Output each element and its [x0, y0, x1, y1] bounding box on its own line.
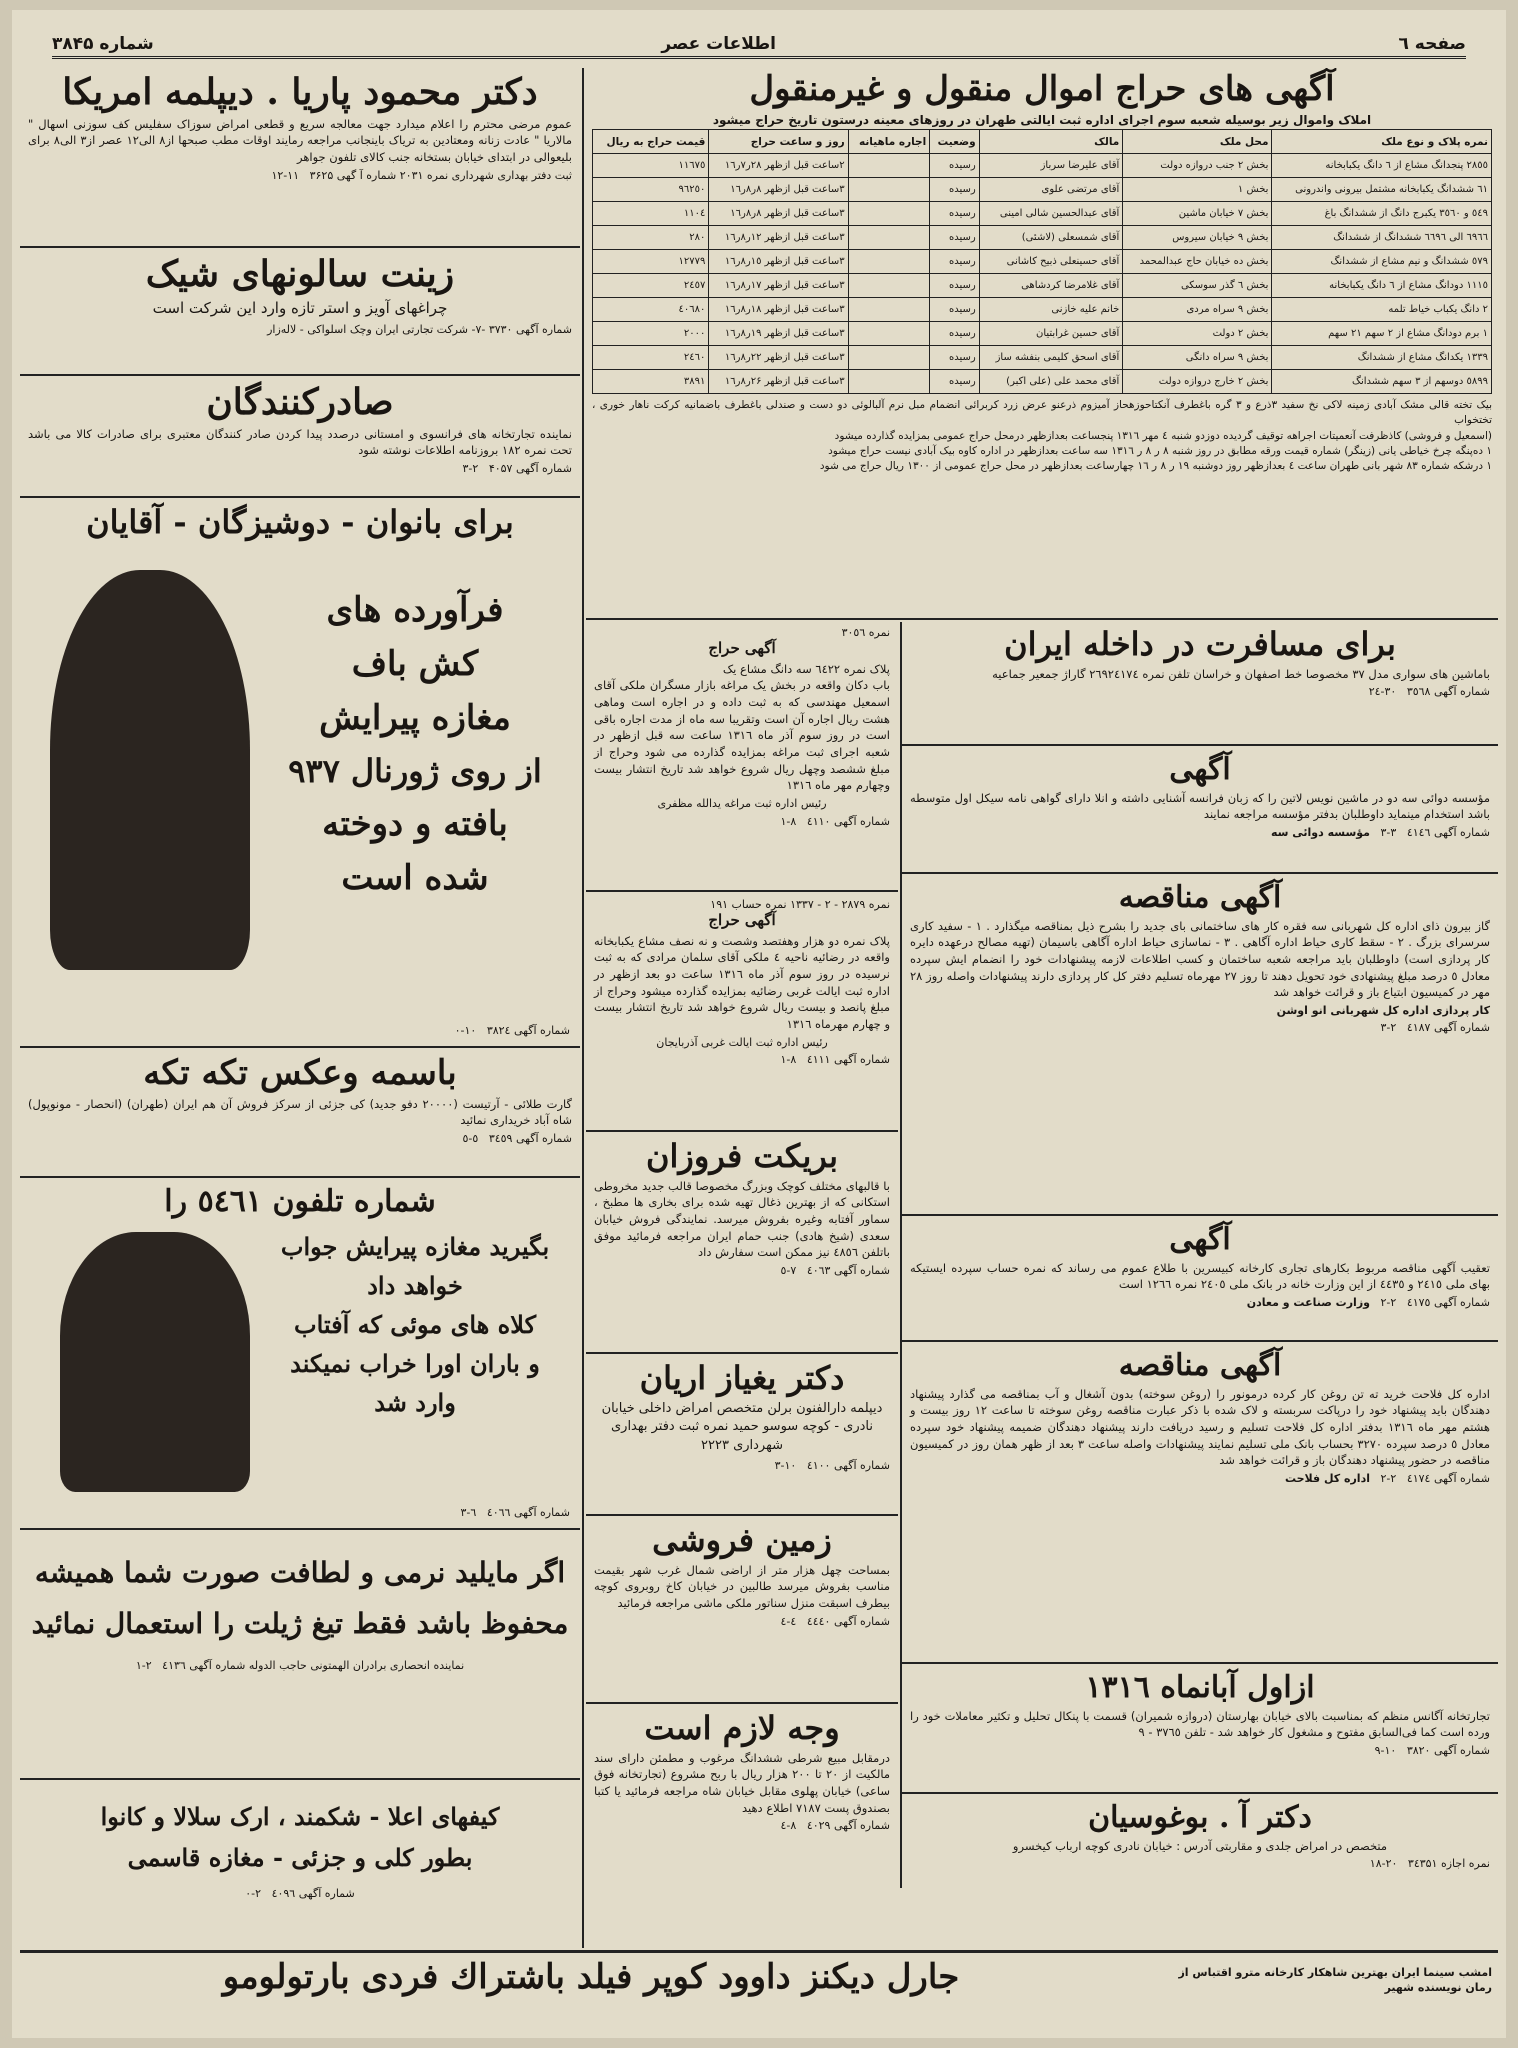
auction-note: (اسمعیل و فروشی) کاذظرفت آنعمیتات اجراهه توقیف گردیده دوزدو شنبه ٤ مهر ۱۳۱٦ پنجساعت بعدازظهر درمحل حراج عمومی بمزایده گذارده میشود: [834, 429, 1492, 442]
table-row: [593, 154, 1492, 178]
ad-ref: شماره آگهی ۴۰۵۷: [488, 462, 572, 476]
auction-col-header: روز و ساعت حراج: [709, 130, 848, 154]
table-cell: [848, 346, 930, 370]
ad-body: باب دکان واقعه در بخش یک مراغه بازار مسگران ملکی آقای اسمعیل مهندسی که به ثبت داده و در اجاره است وماهی هشت ریال اجاره آن است وتقریبا سه ماه از مدت اجاره باقی است در روز سوم آذر ماه ۱۳۱٦ ساعت سه قبل ازظهر در شعبه اجرای ثبت مراغه بمزایده گذارده می شود وحراج از مبلغ ششصد وچهل ریال شروع خواهد شد تاریخ انتشار بیست وچهارم مهر ماه ۱۳۱٦: [594, 678, 890, 793]
table-cell: ۲۸٥٥ پنجدانگ مشاع از ٦ دانگ یکبابخانه: [1272, 154, 1492, 178]
table-cell: رسیده: [930, 322, 979, 346]
table-cell: رسیده: [930, 202, 979, 226]
ad-title: زمین فروشی: [652, 1521, 832, 1559]
auction-table: [592, 129, 1492, 394]
ad-sign: وزارت صناعت و معادن: [1246, 1295, 1370, 1309]
line: مغازه پیرایش: [319, 698, 511, 738]
table-cell: آقای محمد علی (علی اکبر): [979, 370, 1123, 394]
ad-dr-mahmood: [20, 68, 580, 248]
table-cell: ۱۱۰٤: [593, 202, 709, 226]
table-cell: ٥۷۹ ششدانگ و نیم مشاع از ششدانگ: [1272, 250, 1492, 274]
ad-ref: شماره آگهی ٤۱۱۰: [806, 814, 890, 828]
line: کش باف: [351, 644, 479, 684]
ad-ref: شماره آگهی ٤١٧٥: [1406, 1295, 1490, 1309]
right-column: [902, 622, 1498, 1888]
ad-gillette: [20, 1532, 580, 1780]
table-cell: بخش ۹ سراه دانگی: [1123, 346, 1272, 370]
ad-title: برای بانوان - دوشیزگان - آقایان: [86, 503, 514, 541]
ad-ref: شماره آگهی ٤٠٦٦: [486, 1505, 570, 1519]
cinema-banner: [20, 1950, 1498, 2023]
ad-title: آگهی: [1169, 1222, 1231, 1257]
table-cell: رسیده: [930, 178, 979, 202]
auction-title: آگهی های حراج اموال منقول و غیرمنقول: [749, 69, 1335, 109]
table-cell: ۱ برم دودانگ مشاع از ۲ سهم ۲۱ سهم: [1272, 322, 1492, 346]
table-row: [593, 250, 1492, 274]
ad-body: گاز بیرون ذای اداره کل شهربانی سه فقره کار های ساختمانی بای جدید را بشرح ذیل بمناقصه میگذارد . ۱ - سفید کاری سرسرای بزرگ . ۲ - سقط کاری حیاط اداره آگاهی . ۳ - نماسازی حیاط اداره آگاهی باسیمان (تهیه مصالح درعهده دایره کار پردازی است) داوطلبان باید مراجعه شعبه ساختمان و کسب اطلاعات لازمه پیشنهادات خود را انضمام ایش سپرده معادل ٥ درصد مبلغ پیشنهادی خود تحویل دهند تا روز ۲۷ مهرماه تسلیم دفتر کل کار پردازی دارند پیشنهادات واصله روز ۲۸ مهر در کمیسیون ابتیاع باز و قرائت خواهد شد: [910, 918, 1491, 1000]
ad-sign: مؤسسه دوائی سه: [1270, 825, 1370, 839]
table-cell: بخش ۷ خیابان ماشین: [1123, 202, 1272, 226]
ad-body: اداره کل فلاحت خرید ته تن روغن کار کرده درمونور را (روغن سوخته) بدون آشغال و آب بمناقصه می گذارد پیشنهاد دهندگان باید پیشنهاد خود را درپاکت سربسته و لاک شده با ذکر عبارت مناقصه روغن سوخته تا ساعت ۱۲ روز بیست و هشتم مهر ماه ۱۳۱٦ بدفتر اداره کل فلاحت تسلیم و رسید دریافت دارند پیشنهاد دهندگان ضمیمه پیشنهاد خود سپرده معادل ٥ درصد سپرده ۳۲۷۰ بحساب بانک ملی تسلیم نمایند پیشنهادات واصله ساعت ۳ بعد از ظهر همان روز در کمیسیون مناقصه در حضور پیشنهاد دهندگان باز و قرائت خواهد شد: [910, 1386, 1490, 1468]
models-photo: [50, 570, 250, 970]
banner-small-text: امشب سینما ایران بهترین شاهکار کارخانه مترو اقتباس از رمان نویسنده شهیر: [1178, 1966, 1492, 1995]
ad-code: ۸-٤: [780, 1819, 797, 1833]
ad-body: مؤسسه دوائی سه دو در ماشین نویس لاتین را که زبان فرانسه آشنایی داشته و انلا دارای گواهی نامه سیکل اول متوسطه باشد استخدام مینماید داوطلبان بدفتر مؤسسه مراجعه نمایند: [910, 790, 1490, 822]
ad-number: نمره ۲۸۷۹ - ۲ - ۱۳۳۷ نمره حساب ۱۹۱: [710, 898, 890, 911]
auction-col-header: نمره پلاک و نوع ملک: [1272, 130, 1492, 154]
ad-prints: [20, 1050, 580, 1178]
table-cell: بخش ۹ خیابان سیروس: [1123, 226, 1272, 250]
ad-sign: رئیس اداره ثبت ایالت غربی آذربایجان: [656, 1035, 828, 1049]
ad-ref: شماره آگهی ٤۱۰۰: [806, 1459, 890, 1473]
table-cell: ۲ دانگ یکباب خیاط تلمه: [1272, 298, 1492, 322]
table-cell: ۲٤٥۷: [593, 274, 709, 298]
page-header: [52, 34, 1466, 59]
ad-code: ٤-٤: [780, 1614, 797, 1628]
ad-code: ۱۰-۰: [454, 1023, 477, 1037]
ad-title: آگهی: [1169, 752, 1231, 787]
ad-code: ۳-۳: [1380, 825, 1397, 839]
ad-body: گارت طلائی - آرتیست (۲۰۰۰۰ دفو جدید) کی جزئی از سرکز فروش آن هم ایران (طهران) (انحصار - مونوپول) شاه آباد خریداری نمائید: [28, 1096, 572, 1128]
ad-code: ۷-٥: [780, 1263, 797, 1277]
ad-body: درمقابل مبیع شرطی ششدانگ مرغوب و مطمئن دارای سند مالکیت از ۲۰ تا ۲۰۰ هزار ریال با ربح مشروع (تجارتخانه فوق ساعی) خیابان پهلوی مقابل خیابان شاه مراجعه فرمائید یا کتبا بصندوق پست ۷۱۸۷ اطلاع دهید: [594, 1750, 890, 1815]
ad-title: زینت سالونهای شیک: [145, 253, 455, 295]
table-cell: ۳ساعت قبل ازظهر ۲۶ر۸ر۱٦: [709, 370, 848, 394]
line: بگیرید مغازه پیرایش جواب: [280, 1232, 550, 1261]
line: بافته و دوخته: [322, 804, 508, 844]
auction-col-header: اجاره ماهیانه: [848, 130, 930, 154]
ad-plate: پلاک نمره ٦٤۲۲ سه دانگ مشاع یک: [722, 661, 890, 676]
auction-col-header: وضعیت: [930, 130, 979, 154]
ad-ref: شماره آگهی ٤۱۸۷: [1406, 1021, 1490, 1035]
auction-note: ۱ درشکه شماره ۸۳ شهر بانی طهران ساعت ٤ بعدازظهر روز دوشنبه ۱۹ ر ۸ ر ۱٦ چهارساعت بعدازظهر در محل حراج عمومی از ۱۳۰۰ ریال حراج می شود: [819, 459, 1492, 472]
ad-title: آگهی حراج: [708, 911, 776, 929]
table-cell: بخش ٦ گذر سوسکی: [1123, 274, 1272, 298]
ad-aban: [902, 1666, 1498, 1794]
ad-line2: محفوظ باشد فقط تیغ ژیلت را استعمال نمائید: [31, 1607, 569, 1640]
table-cell: ۳۸۹۱: [593, 370, 709, 394]
ad-ref: شماره آگهی ۳٤٥٩: [488, 1132, 572, 1146]
table-cell: بخش ده خیابان حاج عبدالمحمد: [1123, 250, 1272, 274]
table-cell: آقای علیرضا سرباز: [979, 154, 1123, 178]
ad-ref: نمره اجازه ۳٤۳۵۱: [1407, 1857, 1490, 1871]
table-cell: رسیده: [930, 346, 979, 370]
ad-ref: شماره آگهی ٤۱۱۱: [806, 1053, 890, 1067]
table-cell: ۹٦۲٥۰: [593, 178, 709, 202]
table-cell: آقای عبدالحسین شالی امینی: [979, 202, 1123, 226]
table-cell: بخش ۲ دولت: [1123, 322, 1272, 346]
table-cell: ٥٤۹ و ۳٥٦۰ یکبرج دانگ از ششدانگ باغ: [1272, 202, 1492, 226]
banner-big-text: جارل دیکنز داوود کوپر فیلد باشتراك فردی بارتولومو: [222, 1957, 960, 1997]
ad-bags: [20, 1782, 580, 1948]
ad-sign: اداره کل فلاحت: [1284, 1471, 1370, 1485]
ad-title: آگهی حراج: [708, 639, 776, 657]
ad-code: ۲-۲: [1380, 1471, 1397, 1485]
man-with-hat-photo: [60, 1232, 250, 1492]
ad-code: ۲-۱: [135, 1659, 152, 1672]
table-cell: [848, 226, 930, 250]
ad-ref: شماره آگهی ٤۰٦۳: [806, 1263, 890, 1277]
ad-knitwear: [20, 500, 580, 1048]
ad-code: ۱۱-۱۲: [271, 168, 300, 182]
table-cell: [848, 298, 930, 322]
table-cell: ۳ساعت قبل ازظهر ۱٥ر۸ر۱٦: [709, 250, 848, 274]
table-row: [593, 226, 1492, 250]
auction-col-header: محل ملک: [1123, 130, 1272, 154]
ad-sign: کار پردازی اداره کل شهربانی انو اوشن: [1276, 1003, 1490, 1017]
ad-line1: اگر مایلید نرمی و لطافت صورت شما همیشه: [34, 1556, 566, 1589]
table-cell: ۱۲۷۷۹: [593, 250, 709, 274]
ad-body: با قالبهای مختلف کوچک وبزرگ مخصوصا قالب جدید مخروطی استکانی که از بهترین ذغال تهیه شده برای بخاری ها مطبخ ، سماور آفتابه وغیره بفروش میرسد. نمایندگی فروش خیابان سعدی (شیخ هادی) جنب حمام ایران مراجعه فرمائید موفق باتلفن ٤۸٥٦ نیز ممکن است سفارش داد: [594, 1178, 890, 1260]
table-cell: آقای حسین غرابتیان: [979, 322, 1123, 346]
table-cell: [848, 178, 930, 202]
ad-title: باسمه وعکس تکه تکه: [143, 1053, 457, 1093]
table-cell: ٦۹٦٦ الی ٦٦۹٦ ششدانگ از ششدانگ: [1272, 226, 1492, 250]
table-cell: بخش ۲ خارج دروازه دولت: [1123, 370, 1272, 394]
newspaper-page: [12, 10, 1506, 2038]
ad-title: بریکت فروزان: [646, 1137, 838, 1175]
ad-tender-agriculture: [902, 1344, 1498, 1664]
table-cell: آقای اسحق کلیمی بنفشه ساز: [979, 346, 1123, 370]
ad-briquette: [586, 1134, 898, 1354]
table-cell: رسیده: [930, 370, 979, 394]
auction-table-body: [593, 154, 1492, 394]
table-cell: آقای شمسعلی (لاشئی): [979, 226, 1123, 250]
ad-title: برای مسافرت در داخله ایران: [1004, 625, 1396, 663]
table-cell: ۱۱٦۷٥: [593, 154, 709, 178]
table-cell: [848, 370, 930, 394]
table-cell: [848, 274, 930, 298]
auction-table-head: [593, 130, 1492, 154]
ad-notice-industry: [902, 1218, 1498, 1342]
table-cell: ۲۸۰: [593, 226, 709, 250]
table-cell: رسیده: [930, 298, 979, 322]
ad-title: دکتر محمود پاریا . دیپلمه امریکا: [62, 71, 538, 113]
ad-code: ۲-۲: [1380, 1295, 1397, 1309]
ad-ref: شماره آگهی ۳۷۳۰ -۷- شرکت تجارتی ایران وچک اسلواکی - لاله‌زار: [267, 322, 572, 336]
table-cell: بخش ۱: [1123, 178, 1272, 202]
auction-note: ۱ ده‌پنگه چرخ خیاطی یانی (زینگر) شماره قیمت ورقه مطابق در روز شنبه ۸ ر ۸ ر ۱۳۱٦ سه ساعت بعدازظهر در اداره کاوه بیک آبادی نیست حراج میشود: [828, 444, 1492, 457]
table-cell: رسیده: [930, 250, 979, 274]
ad-body: نماینده تجارتخانه های فرانسوی و امستانی درصدد پیدا کردن صادر کنندگان معتبری برای صادرات کالا می باشد تحت نمره ۱۸۲ بروزنامه اطلاعات نوشته شود: [28, 426, 572, 458]
ad-ref: شماره آگهی ۳۸۲۰: [1406, 1743, 1490, 1757]
line: کلاه های موئی که آفتاب: [293, 1310, 536, 1339]
auction-subtitle: املاک واموال زیر بوسیله شعبه سوم اجرای اداره ثبت ایالتی طهران در روزهای معینه درستون تاریخ حراج میشود: [712, 112, 1372, 127]
table-cell: بخش ۲ جنب دروازه دولت: [1123, 154, 1272, 178]
table-cell: ٥۸۹۹ دوسهم از ۳ سهم ششدانگ: [1272, 370, 1492, 394]
line: و باران اورا خراب نمیکند: [290, 1349, 540, 1378]
ad-funds-needed: [586, 1706, 898, 1888]
hat-lines: [260, 1232, 570, 1417]
ad-title: آگهی مناقصه: [1118, 1348, 1282, 1383]
table-cell: ۲٤٦۰: [593, 346, 709, 370]
table-cell: بخش ۹ سراه مردی: [1123, 298, 1272, 322]
ad-travel: [902, 622, 1498, 746]
table-cell: ۳ساعت قبل ازظهر ۱۲ر۸ر۱٦: [709, 226, 848, 250]
ad-body: عموم مرضی محترم را اعلام میدارد جهت معالجه سریع و قطعی امراض سوزاک سفلیس کف سوزنی اسهال " مالاریا " عادت زنانه ومعتادین به تریاک باینجانب مراجعه رمایند اوقات مطب صبحها از۸ الی۱۲ عصر از۳ الی۸ برای بلیعوالی در ابتدای خیابان بستخانه جنب کالای تلفون جواهر: [28, 116, 572, 165]
table-cell: ۳ساعت قبل ازظهر ۱۹ر۸ر۱٦: [709, 322, 848, 346]
ad-code: ٥-٥: [462, 1132, 479, 1146]
page-number: صفحه ٦: [1398, 34, 1466, 54]
table-cell: [848, 322, 930, 346]
ad-title: شماره تلفون ٥٤٦١ را: [164, 1184, 436, 1219]
table-cell: ٦۱ ششدانگ یکبابخانه مشتمل بیرونی واندرونی: [1272, 178, 1492, 202]
line: وارد شد: [374, 1388, 456, 1417]
line: فرآورده های: [326, 590, 504, 630]
ad-code: ٦-٣: [460, 1505, 477, 1519]
table-cell: رسیده: [930, 154, 979, 178]
paper-name: اطلاعات عصر: [661, 34, 776, 54]
ad-exporters: [20, 378, 580, 498]
auction-block: [586, 68, 1498, 620]
table-cell: ۳ساعت قبل ازظهر ۱۸ر۸ر۱٦: [709, 298, 848, 322]
ad-body: متخصص در امراض جلدی و مقاربتی آدرس : خیابان نادری کوچه ارباب کیخسرو: [1012, 1838, 1388, 1853]
ad-sign: رئیس اداره ثبت مراغه یدالله مظفری: [657, 797, 827, 811]
middle-column: [586, 622, 898, 1888]
ad-code: ۲۰-۱۸: [1369, 1857, 1398, 1871]
ad-body: باماشین های سواری مدل ۳۷ مخصوصا خط اصفهان و خراسان تلفن نمره ۲٦۹۲٤۱۷٤ گاراژ جمعیر جماعیه: [992, 666, 1490, 681]
ad-body: تجارتخانه آگانس منظم که بمناسبت بالای خیابان بهارستان (دروازه شمیران) قسمت با پنکال تحلیل و تکثیر معاملات خود را ورده است کما فی‌السابق مفتوح و مشغول کار خواهد شد - تلفن ۳۷٦٥ - ۹: [910, 1708, 1490, 1740]
table-cell: [848, 154, 930, 178]
line: خواهد داد: [367, 1271, 463, 1300]
ad-code: ۲-۰: [245, 1887, 262, 1900]
table-row: [593, 346, 1492, 370]
table-cell: آقای مرتضی علوی: [979, 178, 1123, 202]
table-cell: آقای حسینعلی ذبیح کاشانی: [979, 250, 1123, 274]
ad-auction-rezaieh: [586, 894, 898, 1132]
ad-ref: شماره آگهی ٤۱۷٤: [1406, 1471, 1490, 1485]
auction-note: بیک تخته قالی مشک آبادی زمینه لاکی نخ سفید ۳ذرع و ۳ گره باغطرف آنکتاحوزهحاز آمیزوم ذرعنو عرض زرد کربرائی انضمام مبل نرم آلبالوئی دو دست و صندلی باغطرف باضمانیه کرکت ناهار خوری ، تختخواب: [592, 399, 1492, 427]
ad-ref: شماره آگهی ٤۰۲۹: [806, 1819, 890, 1833]
ad-ref: شماره آگهی ۳۸۲٤: [486, 1023, 570, 1037]
table-row: [593, 298, 1492, 322]
ad-line2: بطور کلی و جزئی - مغازه قاسمی: [127, 1843, 473, 1872]
table-cell: ۲ساعت قبل ازظهر ۲۸ر۷ر۱٦: [709, 154, 848, 178]
ad-code: ۸-۱: [780, 814, 797, 828]
ad-salon: [20, 250, 580, 376]
table-cell: ۱۱۱٥ دودانگ مشاع از ٦ دانگ یکبابخانه: [1272, 274, 1492, 298]
ad-body: دیپلمه دارالفنون برلن متخصص امراض داخلی خیابان نادری - کوچه سوسو حمید نمره ثبت دفتر بهداری شهرداری ۲۲۲۳: [601, 1400, 883, 1454]
ad-number: نمره ۳۰٥٦: [841, 626, 890, 639]
table-cell: ۱۳۳۹ یکدانگ مشاع از ششدانگ: [1272, 346, 1492, 370]
table-row: [593, 274, 1492, 298]
table-cell: ۳ساعت قبل ازظهر ۸ر۸ر۱٦: [709, 202, 848, 226]
ad-tender-police: [902, 876, 1498, 1216]
ad-notice-typist: [902, 748, 1498, 874]
line: از روی ژورنال ۹۳۷: [288, 752, 542, 790]
table-row: [593, 178, 1492, 202]
ad-title: دکتر یغیاز اریان: [639, 1359, 845, 1397]
ad-title: آگهی مناقصه: [1118, 880, 1282, 915]
ad-title: دکتر آ . بوغوسیان: [1088, 1800, 1312, 1835]
ad-line1: کیفهای اعلا - شکمند ، ارک سلالا و کانوا: [100, 1802, 500, 1831]
ad-dr-yaghiz: [586, 1356, 898, 1516]
table-cell: ۳ساعت قبل ازظهر ۲۲ر۸ر۱٦: [709, 346, 848, 370]
ad-land-sale: [586, 1518, 898, 1704]
left-column: [20, 68, 580, 1948]
table-cell: [848, 250, 930, 274]
ad-dr-boghosian: [902, 1796, 1498, 1888]
table-cell: رسیده: [930, 274, 979, 298]
table-cell: رسیده: [930, 226, 979, 250]
ad-hats: [20, 1180, 580, 1530]
table-row: [593, 202, 1492, 226]
ad-code: ۲-۳: [1380, 1021, 1397, 1035]
auction-col-header: مالک: [979, 130, 1123, 154]
knit-lines: [260, 590, 570, 898]
line: شده است: [341, 858, 489, 898]
ad-ref: ثبت دفتر بهداری شهرداری نمره ۲۰۳۱ شماره آ گهی ۳۶۲۵: [309, 168, 572, 182]
ad-code: ۳۰-۲٤: [1368, 685, 1397, 699]
ad-title: وجه لازم است: [644, 1709, 840, 1747]
table-cell: [848, 202, 930, 226]
ad-ref: شماره آگهی ٤١٤٦: [1406, 825, 1490, 839]
ad-body: چراغهای آویز و استر تازه وارد این شرکت است: [152, 298, 448, 317]
ad-auction-maragheh: [586, 622, 898, 892]
table-cell: ٤۰٦۸۰: [593, 298, 709, 322]
ad-code: ۱۰-۳: [774, 1459, 797, 1473]
ad-code: ۲-۳: [462, 462, 479, 476]
ad-ref: شماره آگهی ٤٤٤۰: [806, 1614, 890, 1628]
ad-body: تعقیب آگهی مناقصه مربوط بکارهای تجاری کارخانه کبیسرین با طلاع عموم می رساند که نمره حساب سپرده ایستیکه بهای ملی ۲٤١٥ و ٤٤٣٥ از این وزارت خانه در بانک ملی ۲٤٠٥ نمره ۱۲٦٦ است: [910, 1260, 1490, 1292]
table-cell: خانم علیه خازنی: [979, 298, 1123, 322]
ad-code: ۱۰-۹: [1374, 1743, 1397, 1757]
table-row: [593, 322, 1492, 346]
ad-ref: شماره آگهی ٤٠٩٦: [271, 1887, 355, 1900]
ad-ref: شماره آگهی ۳٥٦۸: [1406, 685, 1490, 699]
table-cell: ۲۰۰۰: [593, 322, 709, 346]
ad-code: ۸-۱: [780, 1053, 797, 1067]
ad-body: بمساحت چهل هزار متر از اراضی شمال غرب شهر بقیمت مناسب بفروش میرسد طالبین در خیابان کاخ روبروی کوچه بیطرف اسبقت منزل سناتور ملکی ماشی مراجعه فرمائید: [594, 1562, 890, 1610]
table-row: [593, 370, 1492, 394]
ad-title: ازاول آبانماه ۱۳۱٦: [1085, 1670, 1315, 1705]
auction-col-header: قیمت حراج به ریال: [593, 130, 709, 154]
table-cell: ۳ساعت قبل ازظهر ۸ر۸ر۱٦: [709, 178, 848, 202]
table-cell: آقای غلامرضا کردشاهی: [979, 274, 1123, 298]
ad-body: پلاک نمره دو هزار وهفتصد وشصت و نه نصف مشاع یکبابخانه واقعه در رضائیه ناحیه ٤ ملکی آقای سلمان مرادی که به ثبت نرسیده در روز سوم آذر ماه ۱۳۱٦ ساعت دو بعد ازظهر در اداره ثبت ایالت غربی رضائیه بمزایده گذارده میشود وحراج از مبلغ پانصد و بیست ریال شروع خواهد شد تاریخ انتشار بیست و چهارم مهرماه ۱۳۱٦: [594, 933, 890, 1032]
ad-title: صادرکنندگان: [206, 381, 394, 423]
ad-ref: نماینده انحصاری برادران الهمتونی حاجب الدوله شماره آگهی ٤١٣٦: [162, 1659, 465, 1672]
issue-number: شماره ۳۸۴۵: [52, 34, 154, 54]
table-cell: ۳ساعت قبل ازظهر ۱۷ر۸ر۱٦: [709, 274, 848, 298]
